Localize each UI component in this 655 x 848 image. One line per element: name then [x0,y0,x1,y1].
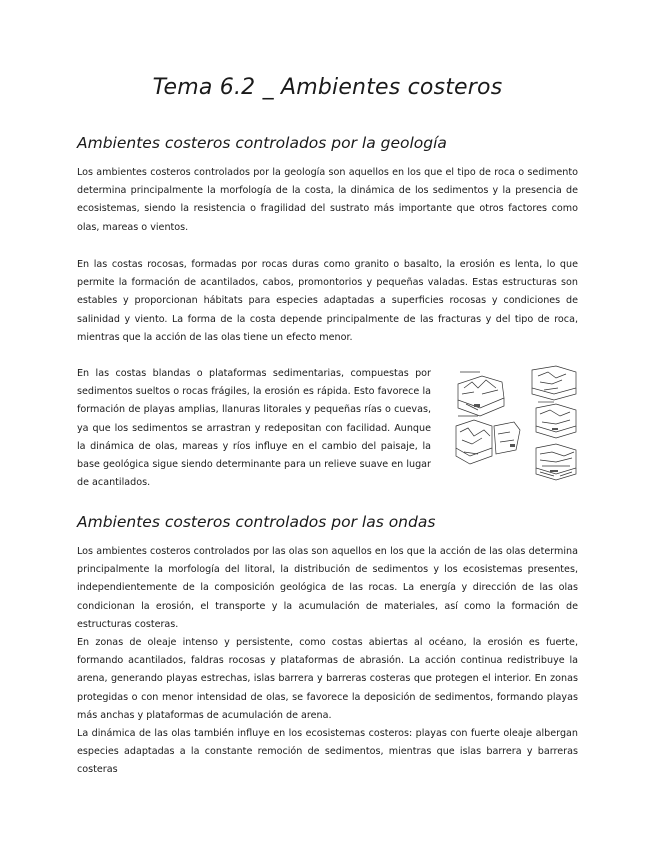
paragraph: Los ambientes costeros controlados por la geología son aquellos en los que el tipo de roca o sedimento determina principalmente la morfología de la costa, la dinámica de los sedimentos y la presencia de ecosistemas, siendo la resistencia o fragilidad del sustrato más importante que otros factores como olas, mareas o vientos. [77,167,578,233]
coastal-landforms-sketch-icon [452,364,580,486]
paragraph: En zonas de oleaje intenso y persistente, como costas abiertas al océano, la erosión es fuerte, formando acantilados, faldras rocosas y plataformas de abrasión. La acción continua redistribuye la arena, generando playas estrechas, islas barrera y barreras costeras que protegen el interior. En zonas protegidas o con menor intensidad de olas, se favorece la deposición de sedimentos, formando playas más anchas y plataformas de acumulación de arena. [77,637,578,721]
page-title: Tema 6.2 _ Ambientes costeros [152,75,503,100]
paragraph: En las costas rocosas, formadas por rocas duras como granito o basalto, la erosión es lenta, lo que permite la formación de acantilados, cabos, promontorios y pequeñas valadas. Estas estructuras son estables y proporcionan hábitats para especies adaptadas a superficies rocosas y condiciones de salinidad y viento. La forma de la costa depende principalmente de las fracturas y del tipo de roca, mientras que la acción de las olas tiene un efecto menor. [77,259,578,343]
paragraph: Los ambientes costeros controlados por las olas son aquellos en los que la acción de las olas determina principalmente la morfología del litoral, la distribución de sedimentos y los ecosistemas presentes, independientemente de la composición geológica de las rocas. La energía y dirección de las olas condicionan la erosión, el transporte y la acumulación de materiales, así como la formación de estructuras costeras. [77,546,578,630]
paragraph: En las costas blandas o plataformas sedimentarias, compuestas por sedimentos sueltos o rocas frágiles, la erosión es rápida. Esto favorece la formación de playas amplias, llanuras litorales y pequeñas rías o cuevas, ya que los sedimentos se arrastran y redepositan con facilidad. Aunque la dinámica de olas, mareas y ríos influye en el cambio del paisaje, la base geológica sigue siendo determinante para un relieve suave en lugar de acantilados. [77,368,431,489]
section-heading-geologia: Ambientes costeros controlados por la geología [77,134,447,152]
coastal-landforms-figure [452,364,580,486]
section-heading-ondas: Ambientes costeros controlados por las ondas [77,513,436,531]
paragraph: La dinámica de las olas también influye en los ecosistemas costeros: playas con fuerte oleaje albergan especies adaptadas a la constante remoción de sedimentos, mientras que islas barrera y barreras costeras [77,728,578,776]
